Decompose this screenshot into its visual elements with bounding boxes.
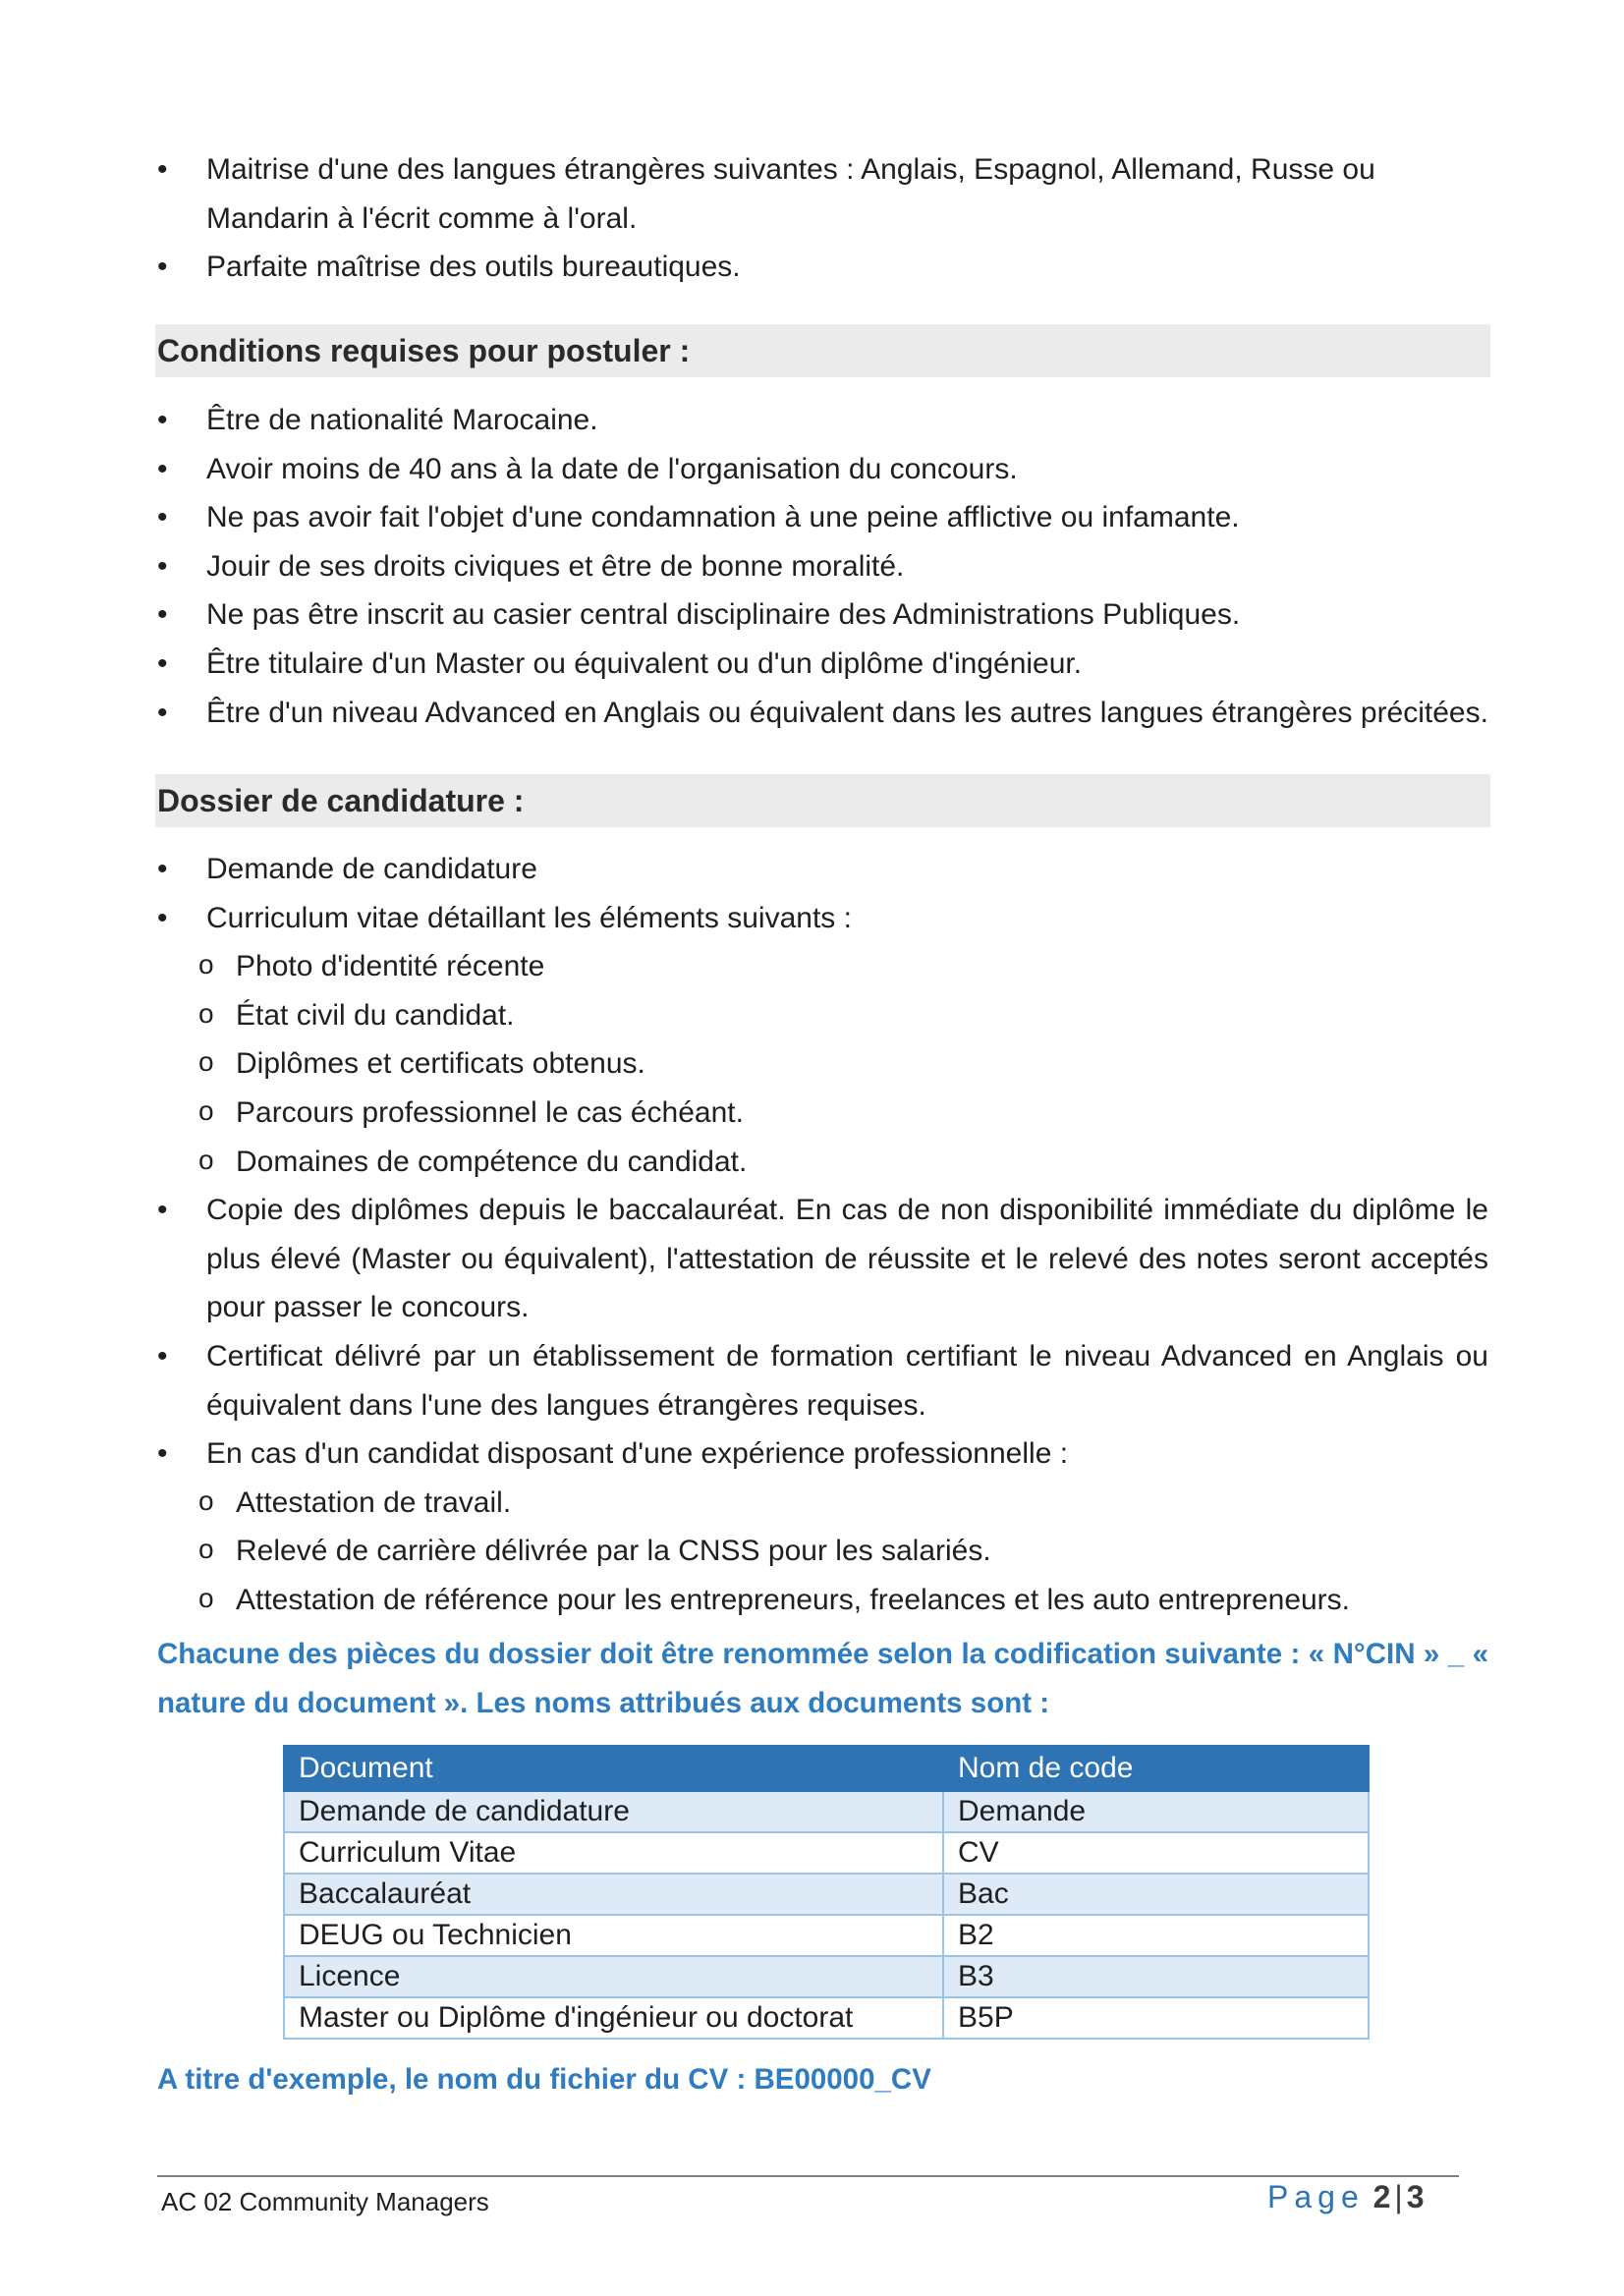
- list-item-text: Curriculum vitae détaillant les éléments suivants :: [206, 901, 852, 934]
- table-header-row: [284, 1746, 1369, 1791]
- column-header-document: Document: [284, 1746, 943, 1791]
- sub-list-item: o Domaines de compétence du candidat.: [196, 1138, 1488, 1187]
- conditions-heading: Conditions requises pour postuler :: [155, 324, 1490, 377]
- list-item: • Parfaite maîtrise des outils bureautiques.: [157, 243, 1488, 292]
- table-cell: Master ou Diplôme d'ingénieur ou doctorat: [284, 1997, 943, 2039]
- sub-list-item: o Photo d'identité récente: [196, 942, 1488, 991]
- table-row: [284, 1956, 1369, 1997]
- table-cell: Curriculum Vitae: [284, 1832, 943, 1874]
- sub-list-item: o Relevé de carrière délivrée par la CNSS pour les salariés.: [196, 1527, 1488, 1576]
- list-item: • Être d'un niveau Advanced en Anglais ou équivalent dans les autres langues étrangères précitées.: [157, 689, 1488, 738]
- list-item: [157, 1429, 1488, 1624]
- table-cell: Bac: [943, 1874, 1369, 1915]
- list-item: • Certificat délivré par un établissement de formation certifiant le niveau Advanced en Anglais ou équivalent dans l'une des langues étrangères requises.: [157, 1332, 1488, 1429]
- sub-list-item: o Attestation de référence pour les entrepreneurs, freelances et les auto entrepreneurs.: [196, 1576, 1488, 1625]
- cv-sublist: [196, 942, 1488, 1186]
- table-cell: DEUG ou Technicien: [284, 1915, 943, 1956]
- table-cell: B5P: [943, 1997, 1369, 2039]
- current-page: 2: [1372, 2179, 1391, 2214]
- total-pages: 3: [1406, 2179, 1425, 2214]
- table-cell: CV: [943, 1832, 1369, 1874]
- table-cell: Demande: [943, 1791, 1369, 1832]
- sub-list-item: o Parcours professionnel le cas échéant.: [196, 1089, 1488, 1138]
- sub-list-item: o Attestation de travail.: [196, 1479, 1488, 1528]
- page-label: Page: [1267, 2179, 1365, 2214]
- experience-sublist: [196, 1479, 1488, 1625]
- list-item: • Être titulaire d'un Master ou équivalent ou d'un diplôme d'ingénieur.: [157, 640, 1488, 689]
- table-row: [284, 1915, 1369, 1956]
- table-row: [284, 1832, 1369, 1874]
- table-row: [284, 1874, 1369, 1915]
- list-item: • Maitrise d'une des langues étrangères suivantes : Anglais, Espagnol, Allemand, Russe ou Mandarin à l'écrit comme à l'oral.: [157, 145, 1488, 243]
- footer-document-code: AC 02 Community Managers: [161, 2187, 489, 2216]
- example-note: A titre d'exemple, le nom du fichier du CV : BE00000_CV: [157, 2063, 931, 2096]
- list-item: [157, 894, 1488, 1187]
- table-cell: Baccalauréat: [284, 1874, 943, 1915]
- column-header-code: Nom de code: [943, 1746, 1369, 1791]
- list-item: • Ne pas être inscrit au casier central disciplinaire des Administrations Publiques.: [157, 590, 1488, 640]
- intro-bullet-list: [157, 145, 1488, 292]
- table-row: [284, 1791, 1369, 1832]
- conditions-list: [157, 396, 1488, 737]
- table-row: [284, 1997, 1369, 2039]
- table-cell: Licence: [284, 1956, 943, 1997]
- page-separator: |: [1394, 2179, 1403, 2214]
- list-item: • Avoir moins de 40 ans à la date de l'organisation du concours.: [157, 445, 1488, 494]
- page-number: [1267, 2179, 1425, 2215]
- sub-list-item: o Diplômes et certificats obtenus.: [196, 1039, 1488, 1089]
- list-item: • Copie des diplômes depuis le baccalauréat. En cas de non disponibilité immédiate du diplôme le plus élevé (Master ou équivalent), l'attestation de réussite et le relevé des notes seront acceptés pour passer le concours.: [157, 1186, 1488, 1332]
- footer-divider: [157, 2175, 1459, 2177]
- list-item: • Demande de candidature: [157, 845, 1488, 894]
- table-cell: B3: [943, 1956, 1369, 1997]
- list-item-text: En cas d'un candidat disposant d'une expérience professionnelle :: [206, 1437, 1069, 1471]
- dossier-heading: Dossier de candidature :: [155, 774, 1490, 827]
- list-item: • Être de nationalité Marocaine.: [157, 396, 1488, 445]
- document-codes-table: [283, 1745, 1370, 2040]
- dossier-list: [157, 845, 1488, 1625]
- table-cell: B2: [943, 1915, 1369, 1956]
- naming-note: Chacune des pièces du dossier doit être renommée selon la codification suivante : « N°CIN » _ « nature du document ». Les noms attribués aux documents sont :: [157, 1638, 1488, 1719]
- table-cell: Demande de candidature: [284, 1791, 943, 1832]
- list-item: • Ne pas avoir fait l'objet d'une condamnation à une peine afflictive ou infamante.: [157, 493, 1488, 542]
- list-item: • Jouir de ses droits civiques et être de bonne moralité.: [157, 542, 1488, 591]
- sub-list-item: o État civil du candidat.: [196, 991, 1488, 1040]
